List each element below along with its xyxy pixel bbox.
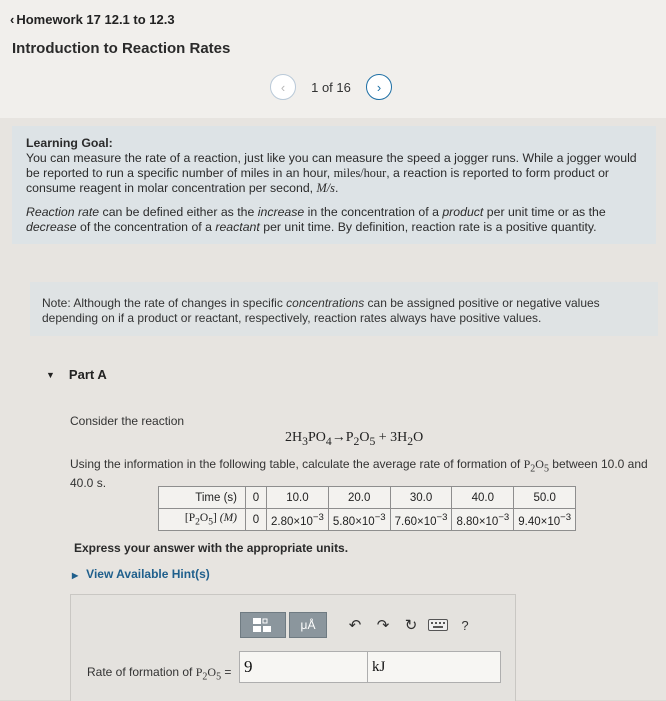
data-table <box>158 486 576 531</box>
table-cell: 10.0 <box>267 487 329 509</box>
keyboard-button[interactable] <box>425 613 451 637</box>
pager <box>270 74 392 100</box>
answer-toolbar <box>240 612 479 638</box>
table-cell: 0 <box>246 509 267 531</box>
part-a-toggle[interactable]: ▼ Part A <box>46 367 107 382</box>
concentration-header: $[P_2O_5]$ (M) <box>159 509 246 531</box>
learning-goal-box: Learning Goal: You can measure the rate of a reaction, just like you can measure the speed a jogger runs. While a jogger would be reported to run a specific number of miles in an hour, miles/hour, a reaction is reported to form product or consume reagent in molar concentration per second, M/s. Reaction rate can be defined either as the increase in the concentration of a product per unit time or as the decrease of the concentration of a reactant per unit time. By definition, reaction rate is a positive quantity. <box>12 126 656 244</box>
table-row <box>159 509 576 531</box>
table-cell: $7.60\times 10^{-3}$ <box>390 509 452 531</box>
reset-icon: ↻ <box>404 617 418 634</box>
table-cell: 20.0 <box>328 487 390 509</box>
answer-panel <box>70 594 516 701</box>
keyboard-icon <box>428 619 448 631</box>
previous-button[interactable] <box>270 74 296 100</box>
chevron-left-icon: ‹ <box>10 12 15 27</box>
page-count: 1 of 16 <box>311 79 351 95</box>
undo-button[interactable] <box>341 613 369 637</box>
unit-miles-per-hour: miles/hour <box>333 166 387 180</box>
time-header: Time (s) <box>159 487 246 509</box>
table-cell: $5.80\times 10^{-3}$ <box>328 509 390 531</box>
goal-text: You can measure the rate of a reaction, just like you can measure the speed a jogger runs. While a jogger would be reported to run a specific number of miles in an hour, <box>26 151 637 180</box>
table-cell: 30.0 <box>390 487 452 509</box>
table-cell: 0 <box>246 487 267 509</box>
templates-icon <box>252 617 274 633</box>
table-row <box>159 487 576 509</box>
units-button[interactable]: μÅ <box>289 612 327 638</box>
consider-text: Consider the reaction <box>70 414 185 428</box>
chevron-left-icon: ‹ <box>280 79 286 95</box>
page-title: Introduction to Reaction Rates <box>12 40 231 57</box>
reaction-equation: $2H_3PO_4\to P_2O_5 + 3H_2O$ <box>285 430 424 448</box>
view-hints-link[interactable]: ▶ View Available Hint(s) <box>72 567 210 581</box>
table-cell: 40.0 <box>452 487 514 509</box>
caret-right-icon: ▶ <box>72 571 79 580</box>
value-input[interactable]: 9 <box>239 651 371 683</box>
help-button[interactable]: ? <box>461 617 469 633</box>
express-instruction: Express your answer with the appropriate units. <box>74 541 349 555</box>
templates-button[interactable] <box>240 612 286 638</box>
redo-icon: ↷ <box>376 617 390 634</box>
caret-down-icon: ▼ <box>46 370 55 380</box>
note-box: Note: Although the rate of changes in specific concentrations can be assigned positive or negative values depending on if a product or reactant, respectively, reaction rates always have positive values. <box>30 282 658 336</box>
table-cell: $9.40\times 10^{-3}$ <box>514 509 576 531</box>
units-input[interactable]: kJ <box>367 651 501 683</box>
learning-goal-heading: Learning Goal: <box>26 136 113 150</box>
chevron-right-icon: › <box>376 79 382 95</box>
table-cell: 50.0 <box>514 487 576 509</box>
undo-icon: ↶ <box>348 617 362 634</box>
reset-button[interactable] <box>397 613 425 637</box>
breadcrumb[interactable]: ‹ Homework 17 12.1 to 12.3 <box>10 12 175 27</box>
unit-molar-per-second: M/s <box>316 181 335 195</box>
next-button[interactable] <box>366 74 392 100</box>
rate-label: Rate of formation of $P_2O_5$ = <box>87 665 232 683</box>
instructions-text: Using the information in the following table, calculate the average rate of formation of $P_2O_5$ between 10.0 and 40.0 s. <box>70 457 648 491</box>
table-cell: $2.80\times 10^{-3}$ <box>267 509 329 531</box>
redo-button[interactable] <box>369 613 397 637</box>
table-cell: $8.80\times 10^{-3}$ <box>452 509 514 531</box>
